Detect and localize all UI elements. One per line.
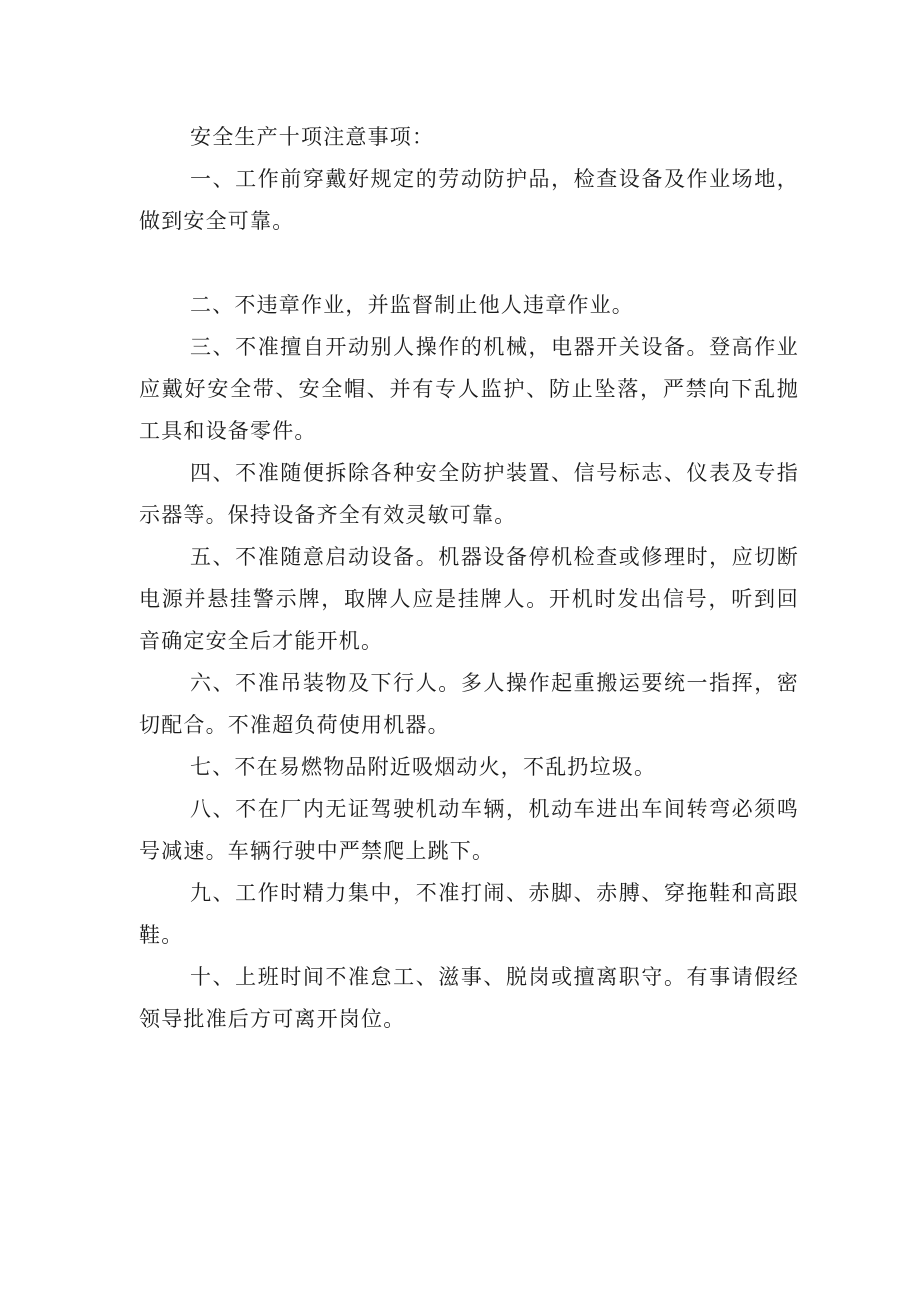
rule-item-1: 一、工作前穿戴好规定的劳动防护品，检查设备及作业场地，做到安全可靠。: [139, 167, 799, 233]
rule-item-6: 六、不准吊装物及下行人。多人操作起重搬运要统一指挥，密切配合。不准超负荷使用机器。: [139, 671, 799, 737]
rule-item-7: 七、不在易燃物品附近吸烟动火，不乱扔垃圾。: [190, 755, 657, 779]
rule-item-10: 十、上班时间不准怠工、滋事、脱岗或擅离职守。有事请假经领导批准后方可离开岗位。: [139, 965, 799, 1031]
rule-item-5: 五、不准随意启动设备。机器设备停机检查或修理时，应切断电源并悬挂警示牌，取牌人应是挂牌人。开机时发出信号，听到回音确定安全后才能开机。: [139, 545, 799, 653]
document-heading: 安全生产十项注意事项：: [190, 125, 435, 149]
rule-item-4: 四、不准随便拆除各种安全防护装置、信号标志、仪表及专指示器等。保持设备齐全有效灵敏可靠。: [139, 461, 799, 527]
rule-item-2: 二、不违章作业，并监督制止他人违章作业。: [190, 293, 634, 317]
rule-item-8: 八、不在厂内无证驾驶机动车辆，机动车进出车间转弯必须鸣号减速。车辆行驶中严禁爬上跳下。: [139, 797, 799, 863]
document-body: [139, 116, 799, 1040]
rule-item-3: 三、不准擅自开动别人操作的机械，电器开关设备。登高作业应戴好安全带、安全帽、并有专人监护、防止坠落，严禁向下乱抛工具和设备零件。: [139, 335, 799, 443]
paragraph-gap: [139, 242, 799, 284]
rule-item-9: 九、工作时精力集中，不准打闹、赤脚、赤膊、穿拖鞋和高跟鞋。: [139, 881, 799, 947]
